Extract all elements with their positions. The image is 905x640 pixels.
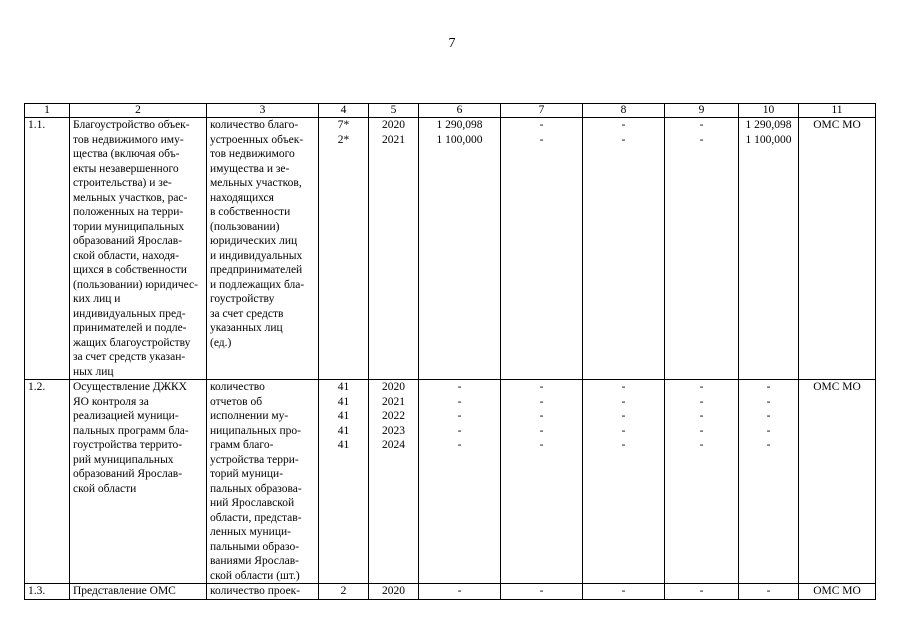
indicator-value: 41 41 41 41 41 <box>319 380 369 584</box>
row-number: 1.3. <box>25 584 70 600</box>
table-row <box>25 380 876 584</box>
activity-name: Представление ОМС <box>70 584 207 600</box>
row-number: 1.1. <box>25 118 70 380</box>
year: 2020 <box>369 584 419 600</box>
column-number: 3 <box>207 104 319 118</box>
funding-col10: 1 290,098 1 100,000 <box>739 118 799 380</box>
indicator-value: 2 <box>319 584 369 600</box>
funding-col7: - - <box>501 118 583 380</box>
table-row <box>25 118 876 380</box>
column-number: 4 <box>319 104 369 118</box>
funding-col9: - - <box>665 118 739 380</box>
funding-col10: - <box>739 584 799 600</box>
indicator-name: количество проек- <box>207 584 319 600</box>
column-number: 7 <box>501 104 583 118</box>
activity-name: Осуществление ДЖКХ ЯО контроля за реализацией муници- пальных программ бла- гоустройства террито- рий муниципальных образований Ярослав- ской области <box>70 380 207 584</box>
year: 2020 2021 <box>369 118 419 380</box>
funding-col6: 1 290,098 1 100,000 <box>419 118 501 380</box>
column-number: 9 <box>665 104 739 118</box>
table-row <box>25 584 876 600</box>
column-number-row <box>25 104 876 118</box>
page-number: 7 <box>448 36 456 51</box>
funding-col9: - - - - - <box>665 380 739 584</box>
funding-col9: - <box>665 584 739 600</box>
column-number: 2 <box>70 104 207 118</box>
funding-col8: - <box>583 584 665 600</box>
column-number: 11 <box>799 104 876 118</box>
funding-col7: - <box>501 584 583 600</box>
column-number: 8 <box>583 104 665 118</box>
funding-col6: - - - - - <box>419 380 501 584</box>
column-number: 10 <box>739 104 799 118</box>
funding-col7: - - - - - <box>501 380 583 584</box>
executor: ОМС МО <box>799 118 876 380</box>
column-number: 1 <box>25 104 70 118</box>
indicator-name: количество благо- устроенных объек- тов недвижимого имущества и зе- мельных участков, находящихся в собственности (пользовании) юридических лиц и индивидуальных предпринимателей и подлежащих бла- гоустройству за счет средств указанных лиц (ед.) <box>207 118 319 380</box>
column-number: 5 <box>369 104 419 118</box>
funding-col8: - - <box>583 118 665 380</box>
executor: ОМС МО <box>799 380 876 584</box>
executor: ОМС МО <box>799 584 876 600</box>
year: 2020 2021 2022 2023 2024 <box>369 380 419 584</box>
funding-col8: - - - - - <box>583 380 665 584</box>
funding-col10: - - - - - <box>739 380 799 584</box>
activity-name: Благоустройство объек- тов недвижимого иму- щества (включая объ- екты незавершенного строительства) и зе- мельных участков, рас- положенных на терри- тории муниципальных образований Ярослав- ской области, находя- щихся в собственности (пользовании) юридичес- ких лиц и индивидуальных пред- принимателей и подле- жащих благоустройству за счет средств указан- ных лиц <box>70 118 207 380</box>
funding-col6: - <box>419 584 501 600</box>
program-table <box>24 103 876 600</box>
indicator-name: количество отчетов об исполнении му- ниципальных про- грамм благо- устройства терри- торий муници- пальных образова- ний Ярославской области, представ- ленных муници- пальными образо- ваниями Ярослав- ской области (шт.) <box>207 380 319 584</box>
indicator-value: 7* 2* <box>319 118 369 380</box>
row-number: 1.2. <box>25 380 70 584</box>
column-number: 6 <box>419 104 501 118</box>
